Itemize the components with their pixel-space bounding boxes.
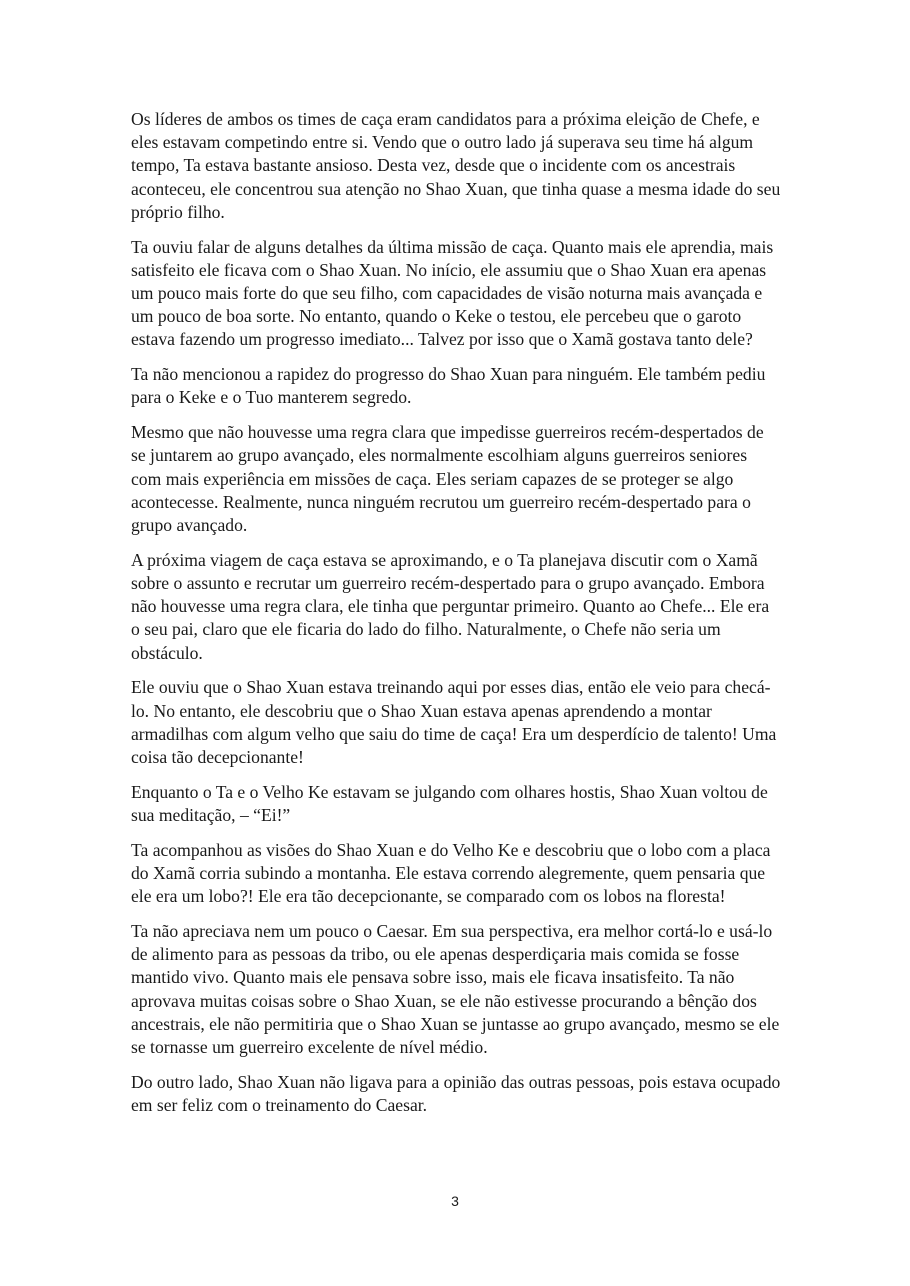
paragraph-1: Os líderes de ambos os times de caça eram candidatos para a próxima eleição de Chefe, e eles estavam competindo entre si. Vendo que o outro lado já superava seu time há algum tempo, Ta estava bastante ansioso. Desta vez, desde que o incidente com os ancestrais aconteceu, ele concentrou sua atenção no Shao Xuan, que tinha quase a mesma idade do seu próprio filho. <box>131 109 781 222</box>
paragraph-4: Mesmo que não houvesse uma regra clara que impedisse guerreiros recém-despertados de se juntarem ao grupo avançado, eles normalmente escolhiam alguns guerreiros seniores com mais experiência em missões de caça. Eles seriam capazes de se proteger se algo acontecesse. Realmente, nunca ninguém recrutou um guerreiro recém-despertado para o grupo avançado. <box>131 422 764 536</box>
paragraph-2: Ta ouviu falar de alguns detalhes da última missão de caça. Quanto mais ele aprendia, mais satisfeito ele ficava com o Shao Xuan. No início, ele assumiu que o Shao Xuan era apenas um pouco mais forte do que seu filho, com capacidades de visão noturna mais avançada e um pouco de boa sorte. No entanto, quando o Keke o testou, ele percebeu que o garoto estava fazendo um progresso imediato... Talvez por isso que o Xamã gostava tanto dele? <box>131 236 774 350</box>
paragraph-5: A próxima viagem de caça estava se aproximando, e o Ta planejava discutir com o Xamã sobre o assunto e recrutar um guerreiro recém-despertado para o grupo avançado. Embora não houvesse uma regra clara, ele tinha que perguntar primeiro. Quanto ao Chefe... Ele era o seu pai, claro que ele ficaria do lado do filho. Naturalmente, o Chefe não seria um obstáculo. <box>131 549 770 663</box>
paragraph-7: Enquanto o Ta e o Velho Ke estavam se julgando com olhares hostis, Shao Xuan voltou de sua meditação, – “Ei!” <box>131 781 768 826</box>
paragraph-10: Do outro lado, Shao Xuan não ligava para a opinião das outras pessoas, pois estava ocupado em ser feliz com o treinamento do Caesar. <box>131 1071 781 1116</box>
paragraph-9: Ta não apreciava nem um pouco o Caesar. Em sua perspectiva, era melhor cortá-lo e usá-lo de alimento para as pessoas da tribo, ou ele apenas desperdiçaria mais comida se fosse mantido vivo. Quanto mais ele pensava sobre isso, mais ele ficava insatisfeito. Ta não aprovava muitas coisas sobre o Shao Xuan, se ele não estivesse procurando a bênção dos ancestrais, ele não permitiria que o Shao Xuan se juntasse ao grupo avançado, mesmo se ele se tornasse um guerreiro excelente de nível médio. <box>131 921 780 1058</box>
paragraph-8: Ta acompanhou as visões do Shao Xuan e do Velho Ke e descobriu que o lobo com a placa do Xamã corria subindo a montanha. Ele estava correndo alegremente, quem pensaria que ele era um lobo?! Ele era tão decepcionante, se comparado com os lobos na floresta! <box>131 839 771 907</box>
paragraph-3: Ta não mencionou a rapidez do progresso do Shao Xuan para ninguém. Ele também pediu para o Keke e o Tuo manterem segredo. <box>131 364 766 408</box>
paragraph-6: Ele ouviu que o Shao Xuan estava treinando aqui por esses dias, então ele veio para checá-lo. No entanto, ele descobriu que o Shao Xuan estava apenas aprendendo a montar armadilhas com algum velho que saiu do time de caça! Era um desperdício de talento! Uma coisa tão decepcionante! <box>131 677 777 768</box>
body-text <box>131 108 781 1129</box>
page-number: 3 <box>451 1193 459 1209</box>
